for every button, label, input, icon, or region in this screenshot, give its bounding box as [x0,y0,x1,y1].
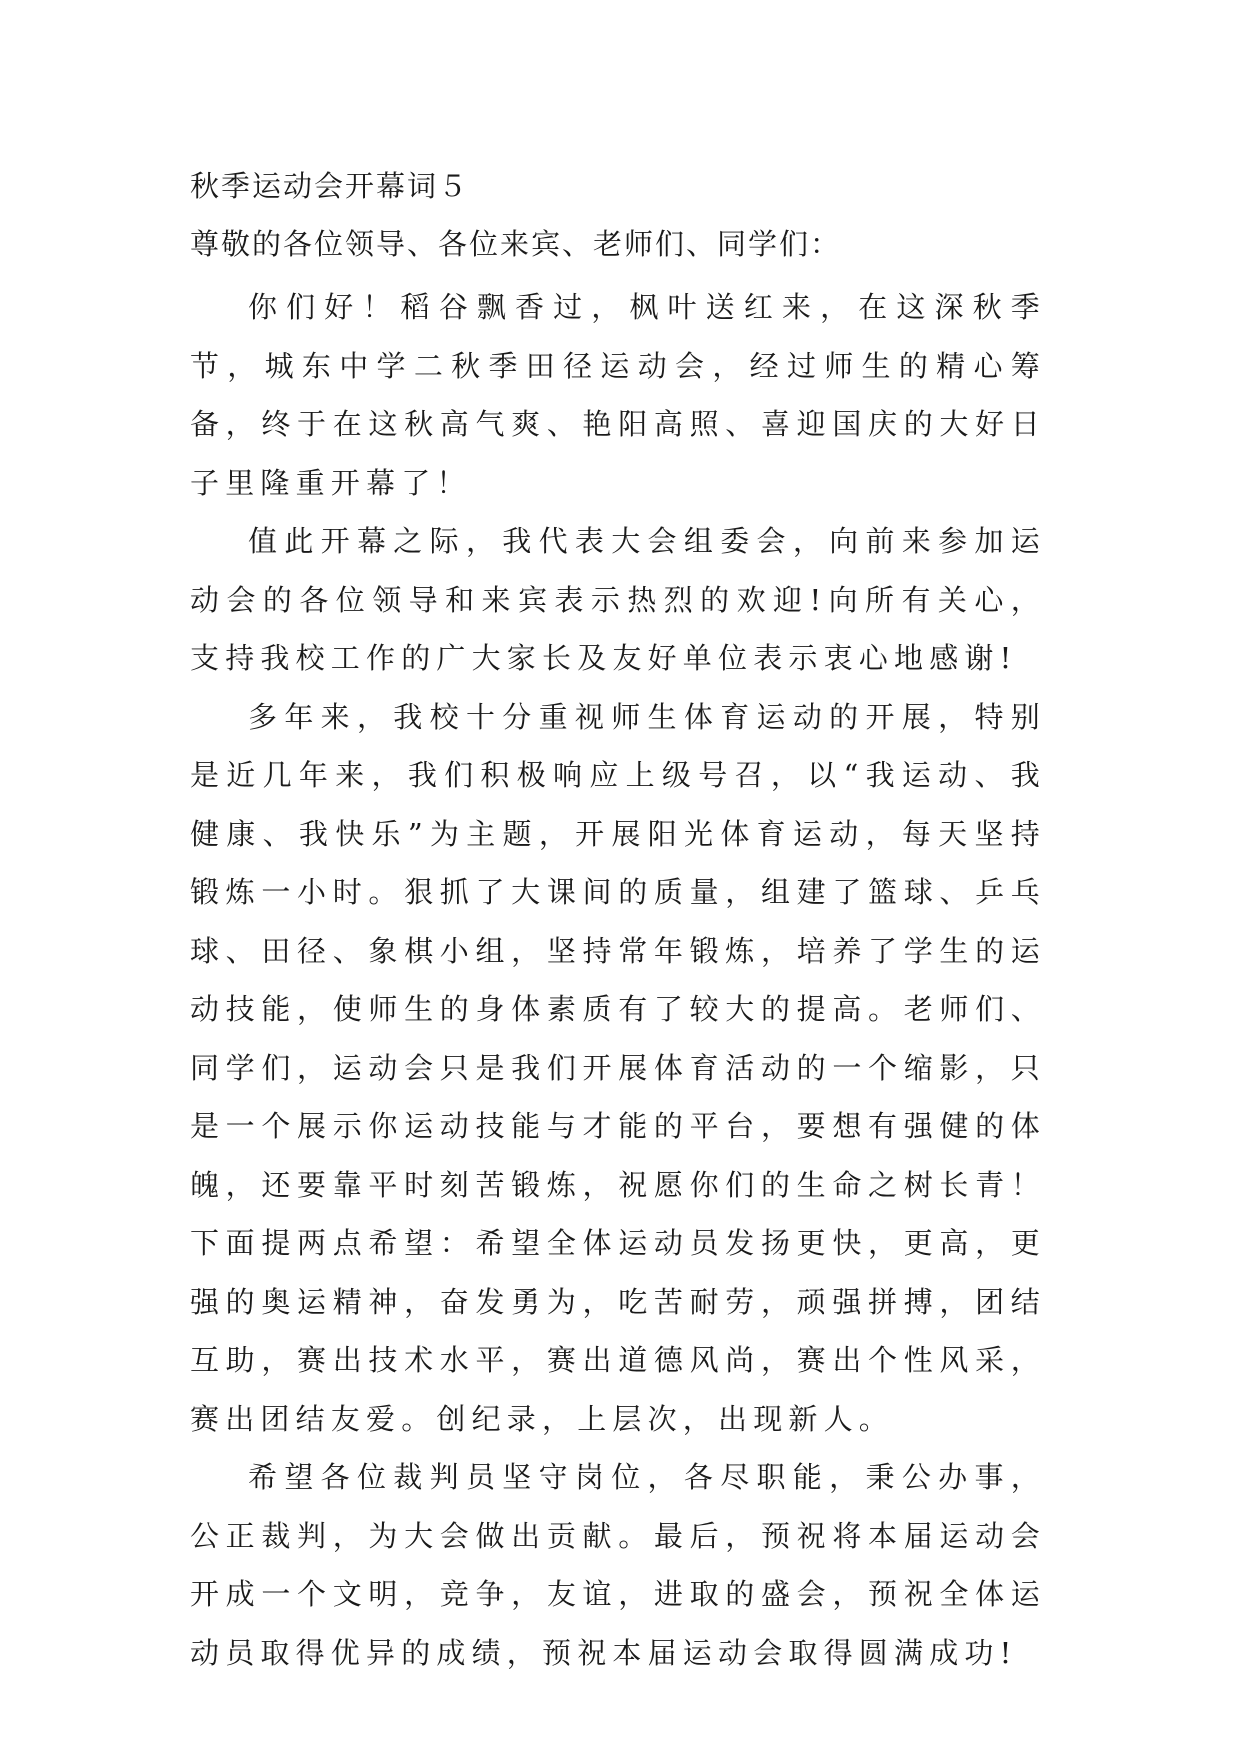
document-body [190,278,1046,1682]
paragraph-closing: 希望各位裁判员坚守岗位，各尽职能，秉公办事，公正裁判，为大会做出贡献。最后，预祝将本届运动会开成一个文明，竞争，友谊，进取的盛会，预祝全体运动员取得优异的成绩，预祝本届运动会取得圆满成功! [190,1460,1046,1670]
paragraph-welcome: 值此开幕之际，我代表大会组委会，向前来参加运动会的各位领导和来宾表示热烈的欢迎!向所有关心，支持我校工作的广大家长及友好单位表示衷心地感谢! [190,524,1046,675]
paragraph-greeting: 你们好！稻谷飘香过，枫叶送红来，在这深秋季节，城东中学二秋季田径运动会，经过师生的精心筹备，终于在这秋高气爽、艳阳高照、喜迎国庆的大好日子里隆重开幕了！ [190,290,1046,500]
paragraph-achievements: 多年来，我校十分重视师生体育运动的开展，特别是近几年来，我们积极响应上级号召，以“我运动、我健康、我快乐”为主题，开展阳光体育运动，每天坚持锻炼一小时。狠抓了大课间的质量，组建了篮球、乒乓球、田径、象棋小组，坚持常年锻炼，培养了学生的运动技能，使师生的身体素质有了较大的提高。老师们、同学们，运动会只是我们开展体育活动的一个缩影，只是一个展示你运动技能与才能的平台，要想有强健的体魄，还要靠平时刻苦锻炼，祝愿你们的生命之树长青！下面提两点希望：希望全体运动员发扬更快，更高，更强的奥运精神，奋发勇为，吃苦耐劳，顽强拼搏，团结互助，赛出技术水平，赛出道德风尚，赛出个性风采，赛出团结友爱。创纪录，上层次，出现新人。 [190,699,1046,1436]
salutation: 尊敬的各位领导、各位来宾、老师们、同学们： [190,227,842,261]
document-title: 秋季运动会开幕词５ [190,169,470,203]
